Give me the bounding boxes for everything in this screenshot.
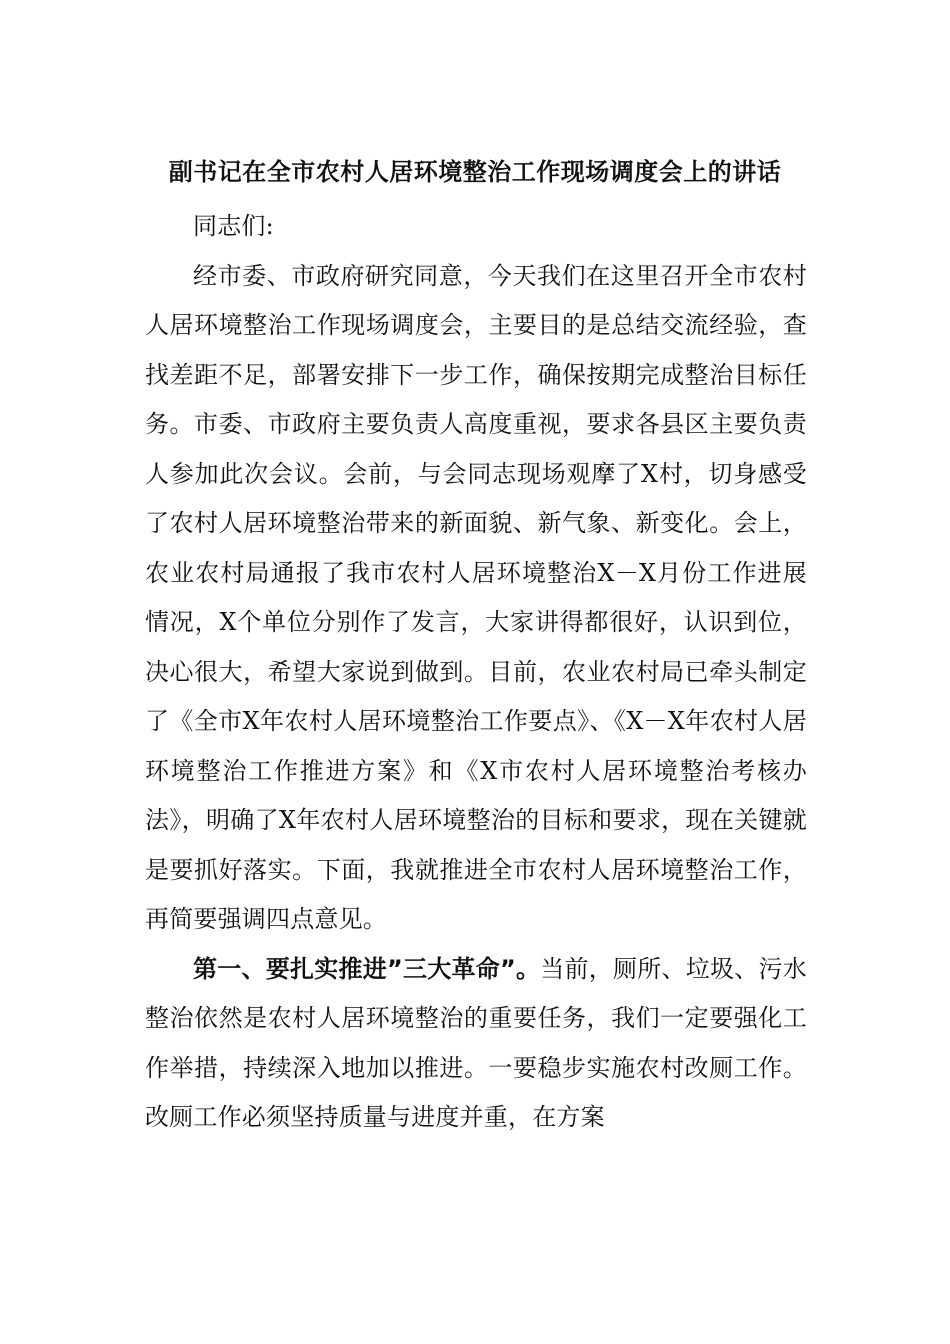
section-1-text: 当前，厕所、垃圾、污水整治依然是农村人居环境整治的重要任务，我们一定要强化工作举措，持续深入地加以推进。一要稳步实施农村改厕工作。改厕工作必须坚持质量与进度并重，在方案 [145, 954, 807, 1131]
document-title: 副书记在全市农村人居环境整治工作现场调度会上的讲话 [168, 158, 782, 186]
section-1-heading: 第一、要扎实推进”三大革命”。 [193, 954, 541, 983]
paragraph-section-1 [145, 945, 807, 1143]
salutation: 同志们: [193, 212, 274, 240]
paragraph-opening: 经市委、市政府研究同意，今天我们在这里召开全市农村人居环境整治工作现场调度会，主要目的是总结交流经验，查找差距不足，部署安排下一步工作，确保按期完成整治目标任务。市委、市政府主要负责人高度重视，要求各县区主要负责人参加此次会议。会前，与会同志现场观摩了X村，切身感受了农村人居环境整治带来的新面貌、新气象、新变化。会上，农业农村局通报了我市农村人居环境整治X－X月份工作进展情况，X个单位分别作了发言，大家讲得都很好，认识到位，决心很大，希望大家说到做到。目前，农业农村局已牵头制定了《全市X年农村人居环境整治工作要点》、《X－X年农村人居环境整治工作推进方案》和《X市农村人居环境整治考核办法》，明确了X年农村人居环境整治的目标和要求，现在关键就是要抓好落实。下面，我就推进全市农村人居环境整治工作，再简要强调四点意见。 [145, 261, 807, 933]
document-body [145, 202, 807, 1143]
